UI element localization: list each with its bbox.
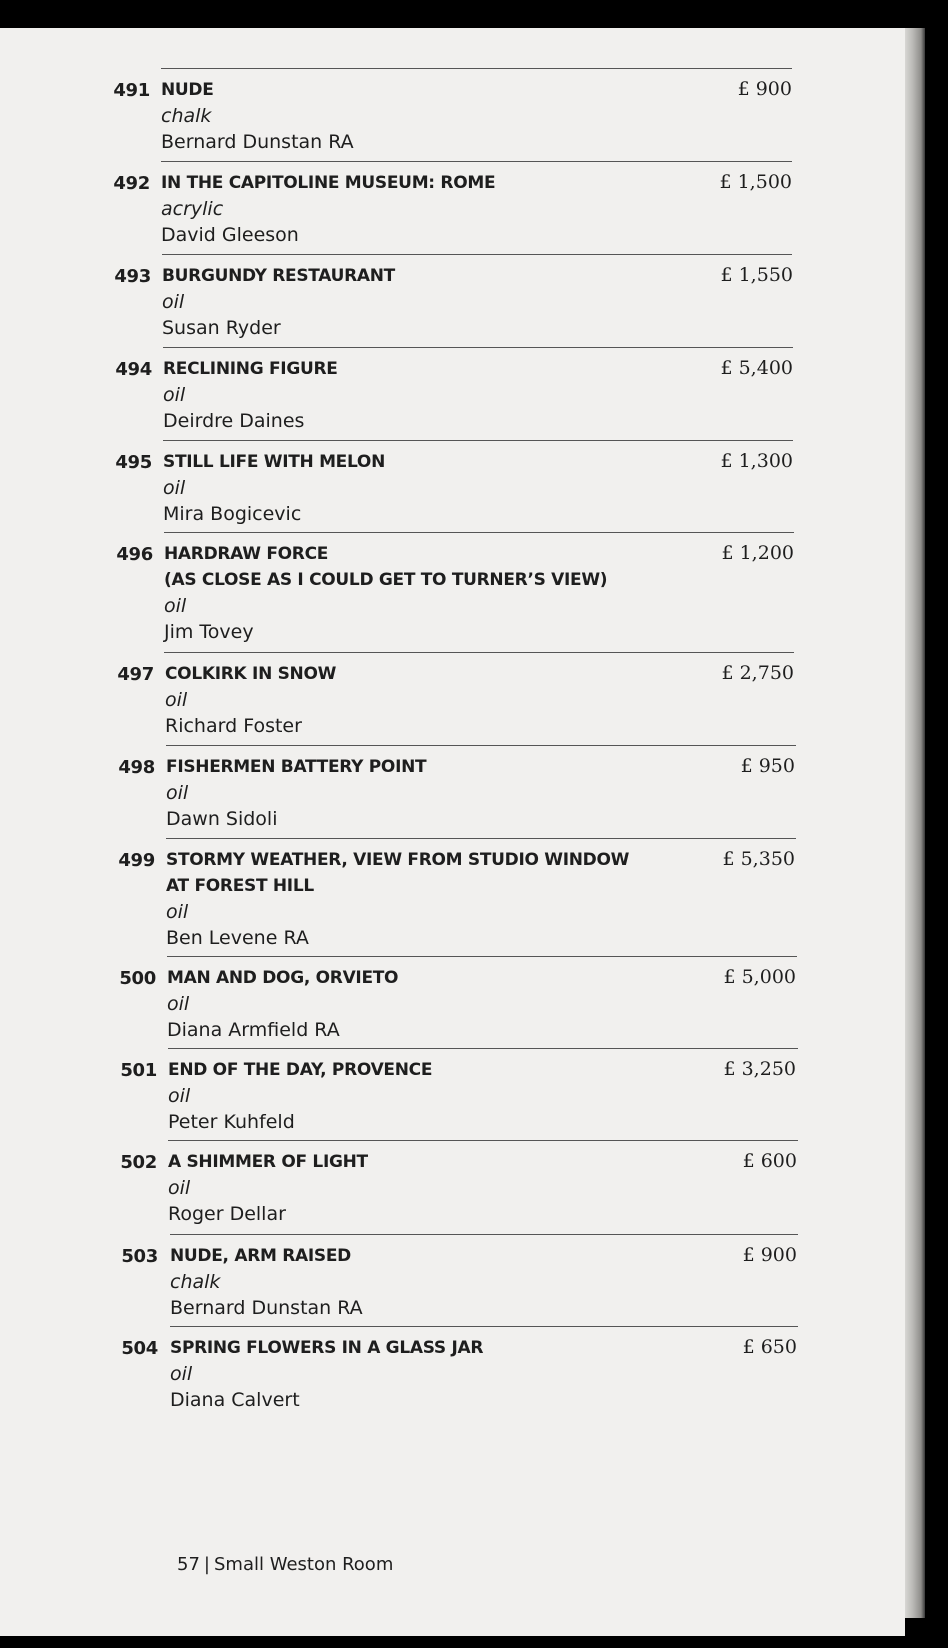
entry-price: £ 2,750 bbox=[721, 662, 794, 684]
entry-divider bbox=[168, 1048, 798, 1049]
section-name: Small Weston Room bbox=[213, 1554, 394, 1575]
entry-title-line: NUDE, ARM RAISED bbox=[170, 1246, 351, 1266]
entry-divider bbox=[166, 838, 796, 839]
catalogue-page bbox=[0, 28, 905, 1636]
entry-price: £ 1,550 bbox=[720, 264, 793, 286]
entry-title bbox=[168, 1057, 432, 1083]
entry-number: 503 bbox=[121, 1246, 158, 1267]
entry-title-line: STORMY WEATHER, VIEW FROM STUDIO WINDOW bbox=[166, 850, 630, 870]
entry-medium: oil bbox=[165, 689, 188, 711]
entry-title-line: IN THE CAPITOLINE MUSEUM: ROME bbox=[161, 173, 496, 193]
entry-title-line: RECLINING FIGURE bbox=[163, 359, 338, 379]
entry-medium: chalk bbox=[170, 1271, 221, 1293]
entry-title-line: HARDRAW FORCE bbox=[164, 544, 329, 564]
entry-divider bbox=[162, 254, 792, 255]
entry-medium: oil bbox=[167, 993, 190, 1015]
entry-title bbox=[166, 847, 629, 899]
entry-divider bbox=[168, 1140, 798, 1141]
entry-title-line: END OF THE DAY, PROVENCE bbox=[168, 1060, 433, 1080]
entry-number: 499 bbox=[118, 850, 155, 871]
entry-price: £ 900 bbox=[742, 1244, 797, 1266]
entry-medium: oil bbox=[166, 782, 189, 804]
entry-number: 497 bbox=[117, 664, 154, 685]
entry-title bbox=[170, 1335, 483, 1361]
entry-number: 504 bbox=[121, 1338, 158, 1359]
entry-number: 502 bbox=[120, 1152, 157, 1173]
entry-title bbox=[170, 1243, 351, 1269]
entry-artist: Jim Tovey bbox=[164, 621, 254, 643]
entry-title bbox=[166, 754, 426, 780]
entry-number: 500 bbox=[119, 968, 156, 989]
entry-title-line: A SHIMMER OF LIGHT bbox=[168, 1152, 368, 1172]
entry-number: 491 bbox=[113, 80, 150, 101]
entry-title bbox=[162, 263, 395, 289]
entry-medium: oil bbox=[166, 901, 189, 923]
entry-artist: Diana Calvert bbox=[170, 1389, 300, 1411]
entry-title bbox=[161, 77, 214, 103]
entry-medium: oil bbox=[164, 595, 187, 617]
entry-price: £ 5,350 bbox=[722, 848, 795, 870]
entry-title bbox=[165, 661, 336, 687]
entry-divider bbox=[170, 1326, 798, 1327]
entry-title-line: FISHERMEN BATTERY POINT bbox=[166, 757, 427, 777]
entry-number: 493 bbox=[114, 266, 151, 287]
entry-divider bbox=[166, 745, 796, 746]
entry-number: 496 bbox=[116, 544, 153, 565]
entry-divider bbox=[161, 68, 792, 69]
entry-title-line: BURGUNDY RESTAURANT bbox=[162, 266, 395, 286]
entry-medium: oil bbox=[162, 291, 185, 313]
entry-artist: Bernard Dunstan RA bbox=[170, 1297, 363, 1319]
entry-price: £ 950 bbox=[740, 755, 795, 777]
entry-title bbox=[163, 356, 338, 382]
page-number: 57 bbox=[177, 1554, 200, 1575]
entry-divider bbox=[163, 440, 793, 441]
entry-medium: oil bbox=[168, 1177, 191, 1199]
entry-title bbox=[161, 170, 495, 196]
entry-title-line: NUDE bbox=[161, 80, 214, 100]
entry-price: £ 5,400 bbox=[720, 357, 793, 379]
entry-medium: oil bbox=[170, 1363, 193, 1385]
entry-price: £ 1,300 bbox=[720, 450, 793, 472]
entry-artist: Deirdre Daines bbox=[163, 410, 305, 432]
entry-artist: Peter Kuhfeld bbox=[168, 1111, 295, 1133]
entry-title-line: (AS CLOSE AS I COULD GET TO TURNER’S VIEW) bbox=[164, 570, 608, 590]
entry-medium: oil bbox=[168, 1085, 191, 1107]
entry-title-line: STILL LIFE WITH MELON bbox=[163, 452, 386, 472]
entry-artist: Roger Dellar bbox=[168, 1203, 286, 1225]
entry-artist: Bernard Dunstan RA bbox=[161, 131, 354, 153]
entry-number: 495 bbox=[115, 452, 152, 473]
entry-divider bbox=[167, 956, 797, 957]
entry-title-line: MAN AND DOG, ORVIETO bbox=[167, 968, 399, 988]
page-edge bbox=[905, 28, 925, 1618]
entry-price: £ 600 bbox=[742, 1150, 797, 1172]
entry-divider bbox=[164, 652, 794, 653]
entry-medium: chalk bbox=[161, 105, 212, 127]
entry-artist: David Gleeson bbox=[161, 224, 299, 246]
entry-number: 494 bbox=[115, 359, 152, 380]
entry-medium: oil bbox=[163, 477, 186, 499]
entry-artist: Diana Armfield RA bbox=[167, 1019, 340, 1041]
footer-separator: | bbox=[203, 1554, 210, 1575]
entry-title bbox=[164, 541, 607, 593]
entry-artist: Dawn Sidoli bbox=[166, 808, 278, 830]
entry-price: £ 5,000 bbox=[723, 966, 796, 988]
entry-artist: Ben Levene RA bbox=[166, 927, 309, 949]
entry-divider bbox=[164, 532, 794, 533]
page-footer bbox=[177, 1554, 393, 1575]
entry-number: 501 bbox=[120, 1060, 157, 1081]
entry-artist: Susan Ryder bbox=[162, 317, 281, 339]
entry-price: £ 900 bbox=[737, 78, 792, 100]
entry-divider bbox=[161, 161, 792, 162]
entry-price: £ 650 bbox=[742, 1336, 797, 1358]
entry-artist: Mira Bogicevic bbox=[163, 503, 302, 525]
entry-number: 498 bbox=[118, 757, 155, 778]
entry-medium: oil bbox=[163, 384, 186, 406]
entry-artist: Richard Foster bbox=[165, 715, 302, 737]
entry-price: £ 1,500 bbox=[719, 171, 792, 193]
entry-divider bbox=[170, 1234, 798, 1235]
entry-divider bbox=[163, 347, 793, 348]
entry-title bbox=[163, 449, 385, 475]
entry-medium: acrylic bbox=[161, 198, 224, 220]
entry-title-line: COLKIRK IN SNOW bbox=[165, 664, 337, 684]
entry-title-line: AT FOREST HILL bbox=[166, 876, 314, 896]
entry-number: 492 bbox=[113, 173, 150, 194]
entry-title bbox=[168, 1149, 368, 1175]
entry-price: £ 1,200 bbox=[721, 542, 794, 564]
entry-price: £ 3,250 bbox=[723, 1058, 796, 1080]
entry-title bbox=[167, 965, 398, 991]
entry-title-line: SPRING FLOWERS IN A GLASS JAR bbox=[170, 1338, 484, 1358]
